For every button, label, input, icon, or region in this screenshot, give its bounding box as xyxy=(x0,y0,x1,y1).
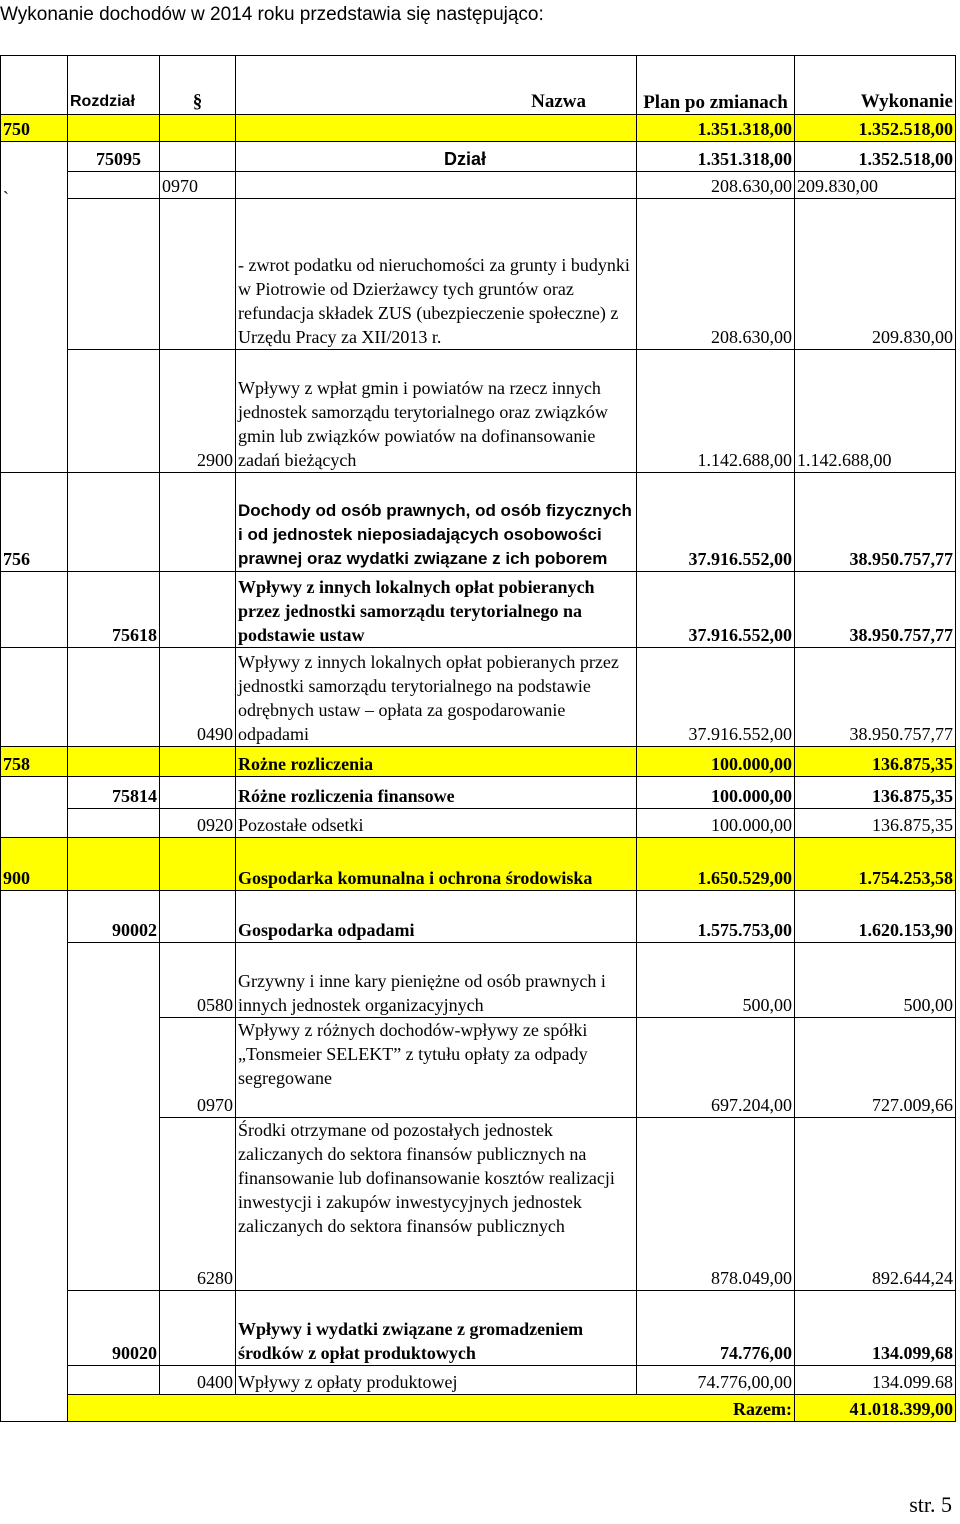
dzial-cell: ` xyxy=(1,142,68,473)
rozdzial-cell: 90020 xyxy=(68,1291,160,1366)
plan-cell: 37.916.552,00 xyxy=(637,648,795,747)
plan-cell: 500,00 xyxy=(637,943,795,1018)
header-rozdzial: Rozdział xyxy=(68,56,160,115)
nazwa-cell: Rożne rozliczenia xyxy=(236,747,637,777)
nazwa-cell: Gospodarka komunalna i ochrona środowiska xyxy=(236,838,637,891)
nazwa-cell: - zwrot podatku od nieruchomości za grunty i budynki w Piotrowie od Dzierżawcy tych gruntów oraz refundacja składek ZUS (ubezpieczenie społeczne) z Urzędu Pracy za XII/2013 r. xyxy=(236,199,637,350)
plan-cell: 100.000,00 xyxy=(637,809,795,838)
plan-cell: 878.049,00 xyxy=(637,1118,795,1291)
dzial-cell: 756 xyxy=(1,473,68,572)
wykonanie-cell: 1.352.518,00 xyxy=(795,142,956,172)
wykonanie-cell: 38.950.757,77 xyxy=(795,473,956,572)
wykonanie-cell: 1.352.518,00 xyxy=(795,115,956,142)
plan-cell: 74.776,00 xyxy=(637,1291,795,1366)
wykonanie-cell: 38.950.757,77 xyxy=(795,572,956,648)
wykonanie-cell: 1.142.688,00 xyxy=(795,350,956,473)
table-row xyxy=(1,1291,956,1366)
table-row xyxy=(1,572,956,648)
table-row xyxy=(1,648,956,747)
rozdzial-cell: 75814 xyxy=(68,777,160,809)
table-row xyxy=(1,473,956,572)
nazwa-cell: Grzywny i inne kary pieniężne od osób prawnych i innych jednostek organizacyjnych xyxy=(236,943,637,1018)
nazwa-cell: Wpływy z opłaty produktowej xyxy=(236,1366,637,1395)
table-row xyxy=(1,350,956,473)
table-row xyxy=(1,747,956,777)
nazwa-cell: Wpływy i wydatki związane z gromadzeniem środków z opłat produktowych xyxy=(236,1291,637,1366)
dzial-cell: 750 xyxy=(1,115,68,142)
paragraf-cell: 2900 xyxy=(160,350,236,473)
plan-cell: 74.776,00,00 xyxy=(637,1366,795,1395)
nazwa-cell: Różne rozliczenia finansowe xyxy=(236,777,637,809)
plan-cell: 208.630,00 xyxy=(637,172,795,199)
rozdzial-cell: 75618 xyxy=(68,572,160,648)
table-row xyxy=(1,142,956,172)
wykonanie-cell: 892.644,24 xyxy=(795,1118,956,1291)
wykonanie-cell: 134.099.68 xyxy=(795,1366,956,1395)
paragraf-cell: 0580 xyxy=(160,943,236,1018)
plan-cell: 697.204,00 xyxy=(637,1018,795,1118)
wykonanie-cell: 136.875,35 xyxy=(795,809,956,838)
plan-cell: 208.630,00 xyxy=(637,199,795,350)
plan-cell: 1.351.318,00 xyxy=(637,142,795,172)
wykonanie-cell: 136.875,35 xyxy=(795,747,956,777)
nazwa-cell: Gospodarka odpadami xyxy=(236,891,637,943)
header-nazwa: Nazwa xyxy=(236,56,637,115)
table-row xyxy=(1,777,956,809)
plan-cell: 100.000,00 xyxy=(637,747,795,777)
paragraf-cell: 0970 xyxy=(160,1018,236,1118)
total-row xyxy=(1,1395,956,1422)
table-row xyxy=(1,943,956,1018)
nazwa-cell: Dział xyxy=(236,142,637,172)
wykonanie-cell: 136.875,35 xyxy=(795,777,956,809)
plan-cell: 1.575.753,00 xyxy=(637,891,795,943)
table-row xyxy=(1,838,956,891)
paragraf-cell: 0970 xyxy=(160,172,236,199)
plan-cell: 1.351.318,00 xyxy=(637,115,795,142)
table-row xyxy=(1,1366,956,1395)
table-row xyxy=(1,891,956,943)
page-number: str. 5 xyxy=(909,1492,952,1517)
plan-cell: 1.142.688,00 xyxy=(637,350,795,473)
plan-cell: 1.650.529,00 xyxy=(637,838,795,891)
wykonanie-cell: 1.754.253,58 xyxy=(795,838,956,891)
page-heading: Wykonanie dochodów w 2014 roku przedstawia się następująco: xyxy=(0,4,544,25)
table-row xyxy=(1,172,956,199)
wykonanie-cell: 209.830,00 xyxy=(795,199,956,350)
nazwa-cell: Wpływy z wpłat gmin i powiatów na rzecz innych jednostek samorządu terytorialnego oraz związków gmin lub związków powiatów na dofinansowanie zadań bieżących xyxy=(236,350,637,473)
paragraf-cell: 0490 xyxy=(160,648,236,747)
nazwa-cell: Pozostałe odsetki xyxy=(236,809,637,838)
paragraf-cell: 0920 xyxy=(160,809,236,838)
wykonanie-cell: 1.620.153,90 xyxy=(795,891,956,943)
header-wykonanie: Wykonanie xyxy=(795,56,956,115)
wykonanie-cell: 134.099,68 xyxy=(795,1291,956,1366)
rozdzial-cell: 90002 xyxy=(68,891,160,943)
dzial-cell: 900 xyxy=(1,838,68,891)
table-row xyxy=(1,809,956,838)
table-row xyxy=(1,199,956,350)
header-paragraph-symbol: § xyxy=(160,56,236,115)
nazwa-cell: Wpływy z innych lokalnych opłat pobieranych przez jednostki samorządu terytorialnego na podstawie odrębnych ustaw – opłata za gospodarowanie odpadami xyxy=(236,648,637,747)
wykonanie-cell: 38.950.757,77 xyxy=(795,648,956,747)
total-label: Razem: xyxy=(68,1395,795,1422)
plan-cell: 37.916.552,00 xyxy=(637,473,795,572)
nazwa-cell: Dochody od osób prawnych, od osób fizycznych i od jednostek nieposiadających osobowości prawnej oraz wydatki związane z ich poborem xyxy=(236,473,637,572)
paragraf-cell: 6280 xyxy=(160,1118,236,1291)
rozdzial-cell: 75095 xyxy=(68,142,160,172)
paragraf-cell: 0400 xyxy=(160,1366,236,1395)
table-row xyxy=(1,115,956,142)
income-table xyxy=(0,55,956,1422)
dzial-cell: 758 xyxy=(1,747,68,777)
plan-cell: 37.916.552,00 xyxy=(637,572,795,648)
total-plan: 41.018.399,00 xyxy=(795,1395,956,1422)
wykonanie-cell: 727.009,66 xyxy=(795,1018,956,1118)
table-header-row xyxy=(1,56,956,115)
nazwa-cell: Wpływy z różnych dochodów-wpływy ze spółki „Tonsmeier SELEKT” z tytułu opłaty za odpady segregowane xyxy=(236,1018,637,1118)
header-plan: Plan po zmianach xyxy=(637,56,795,115)
nazwa-cell: Środki otrzymane od pozostałych jednostek zaliczanych do sektora finansów publicznych na finansowanie lub dofinansowanie kosztów realizacji inwestycji i zakupów inwestycyjnych jednostek zaliczanych do sektora finansów publicznych xyxy=(236,1118,637,1291)
plan-cell: 100.000,00 xyxy=(637,777,795,809)
nazwa-cell: Wpływy z innych lokalnych opłat pobieranych przez jednostki samorządu terytorialnego na podstawie ustaw xyxy=(236,572,637,648)
wykonanie-cell: 209.830,00 xyxy=(795,172,956,199)
wykonanie-cell: 500,00 xyxy=(795,943,956,1018)
